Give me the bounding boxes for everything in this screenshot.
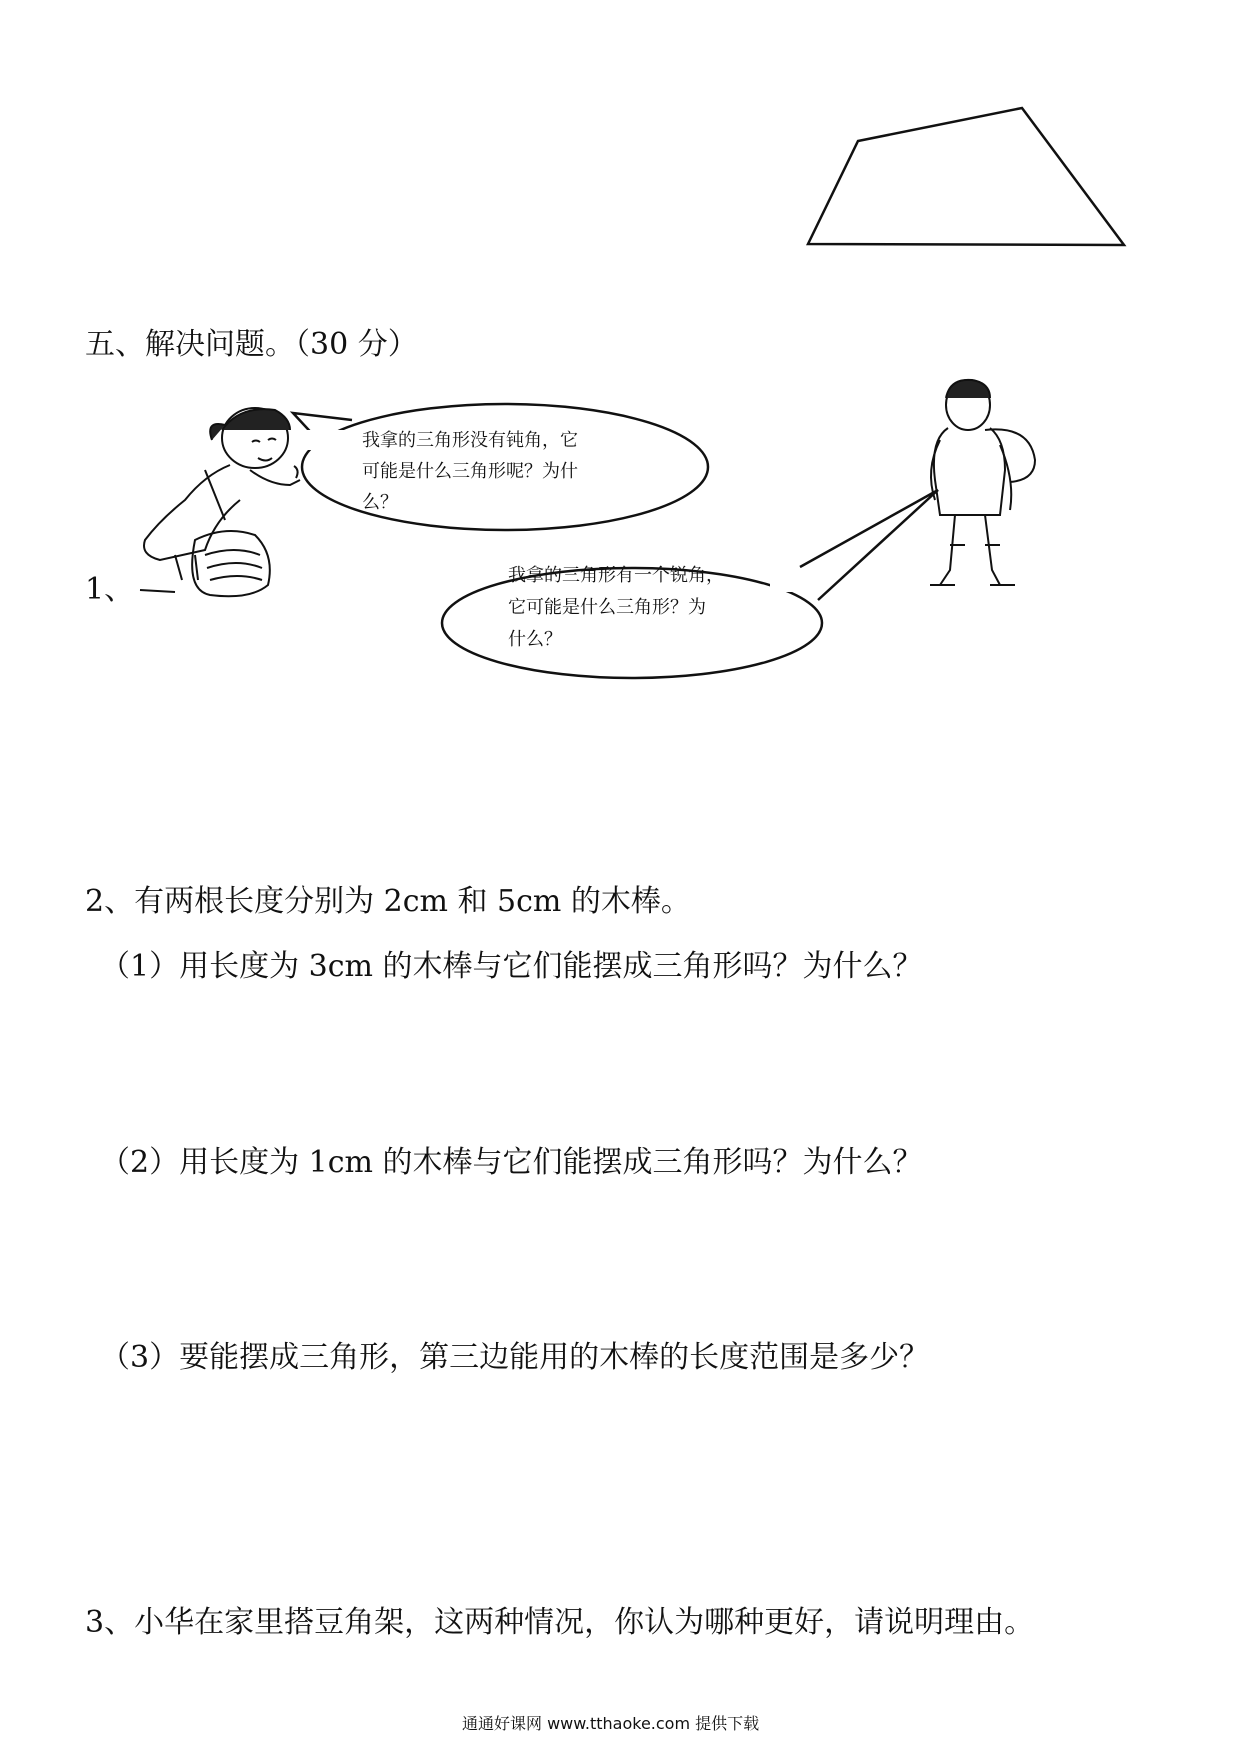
question-2-sub-3: （3）要能摆成三角形，第三边能用的木棒的长度范围是多少？ bbox=[100, 1340, 930, 1375]
boy-speech-line-2: 它可能是什么三角形？为 bbox=[508, 597, 706, 618]
section-title: 五、解决问题。（30 分） bbox=[85, 327, 418, 362]
boy-speech-line-3: 什么？ bbox=[508, 629, 562, 650]
trapezoid-figure bbox=[808, 108, 1124, 245]
question-2-sub-2: （2）用长度为 1cm 的木棒与它们能摆成三角形吗？为什么？ bbox=[100, 1145, 923, 1180]
question-1-number: 1、 bbox=[85, 572, 135, 607]
girl-speech-line-1: 我拿的三角形没有钝角，它 bbox=[362, 430, 578, 451]
question-2-stem: 2、有两根长度分别为 2cm 和 5cm 的木棒。 bbox=[85, 884, 691, 919]
boy-speech-line-1: 我拿的三角形有一个锐角， bbox=[508, 565, 724, 586]
boy-illustration bbox=[930, 380, 1035, 585]
question-2-sub-1: （1）用长度为 3cm 的木棒与它们能摆成三角形吗？为什么？ bbox=[100, 949, 923, 984]
girl-speech-line-2: 可能是什么三角形呢？为什 bbox=[362, 461, 578, 482]
girl-illustration bbox=[140, 408, 300, 596]
question-3-stem: 3、小华在家里搭豆角架，这两种情况，你认为哪种更好，请说明理由。 bbox=[85, 1605, 1035, 1640]
girl-speech-line-3 bbox=[362, 489, 398, 502]
footer-source: 通通好课网 www.tthaoke.com 提供下载 bbox=[462, 1714, 760, 1733]
